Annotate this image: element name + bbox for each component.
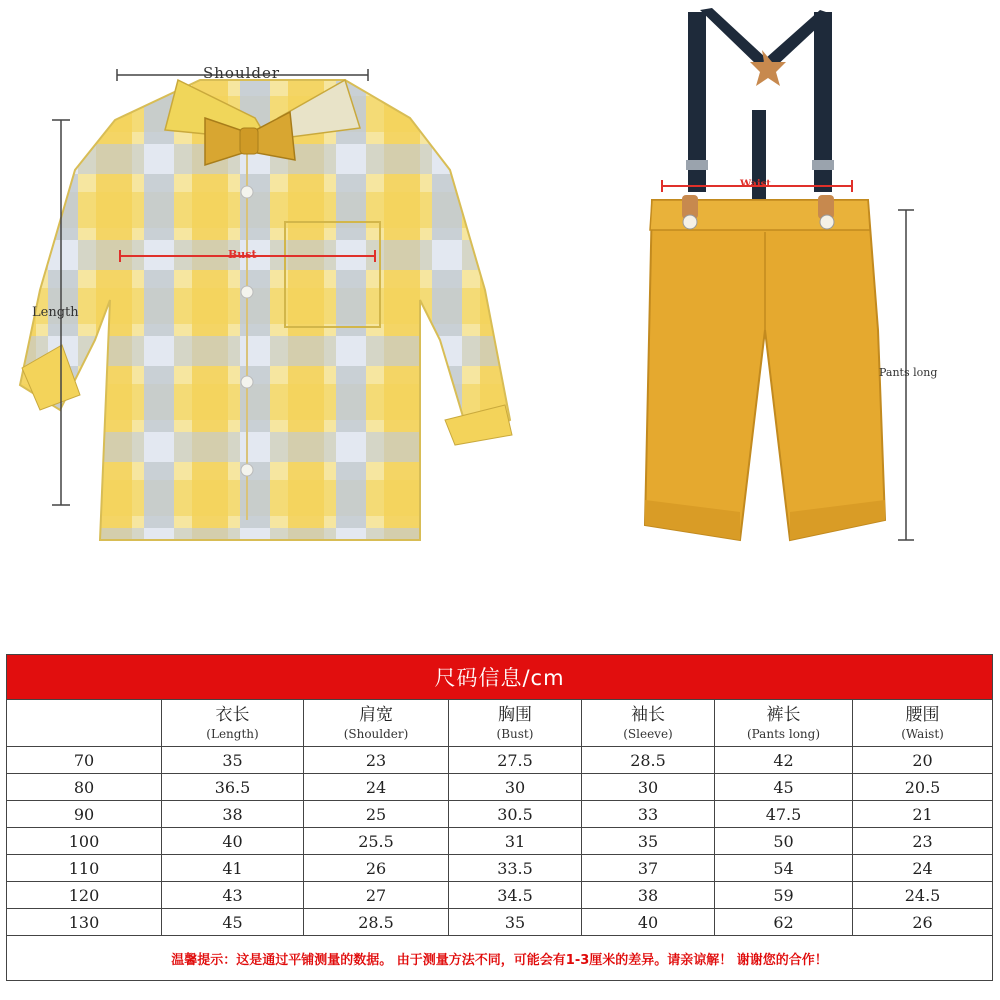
header-label-en: (Bust) bbox=[496, 727, 534, 741]
shirt-graphic bbox=[20, 80, 512, 540]
header-waist bbox=[853, 700, 993, 747]
waist-label: Waist bbox=[740, 179, 771, 190]
header-label-en: (Waist) bbox=[901, 727, 944, 741]
table-row bbox=[7, 801, 993, 828]
table-cell: 26 bbox=[853, 909, 993, 936]
header-bust bbox=[449, 700, 582, 747]
table-row bbox=[7, 774, 993, 801]
table-cell: 30 bbox=[582, 774, 715, 801]
table-cell: 28.5 bbox=[582, 747, 715, 774]
table-row bbox=[7, 882, 993, 909]
size-cell: 90 bbox=[7, 801, 162, 828]
header-label-en: (Shoulder) bbox=[343, 727, 409, 741]
header-sleeve bbox=[582, 700, 715, 747]
table-cell: 25.5 bbox=[304, 828, 449, 855]
table-cell: 45 bbox=[715, 774, 853, 801]
table-cell: 47.5 bbox=[715, 801, 853, 828]
header-label-en: (Sleeve) bbox=[623, 727, 673, 741]
table-cell: 34.5 bbox=[449, 882, 582, 909]
table-cell: 40 bbox=[162, 828, 304, 855]
header-label-cn: 衣长 bbox=[215, 705, 250, 725]
size-chart-table bbox=[6, 654, 993, 981]
table-row bbox=[7, 828, 993, 855]
table-cell: 24 bbox=[853, 855, 993, 882]
table-cell: 20.5 bbox=[853, 774, 993, 801]
table-cell: 40 bbox=[582, 909, 715, 936]
shoulder-label: Shoulder bbox=[203, 64, 281, 82]
table-cell: 43 bbox=[162, 882, 304, 909]
table-cell: 31 bbox=[449, 828, 582, 855]
table-cell: 24 bbox=[304, 774, 449, 801]
pants-graphic bbox=[645, 195, 885, 540]
header-size-cell bbox=[7, 700, 162, 747]
table-cell: 35 bbox=[582, 828, 715, 855]
table-row bbox=[7, 747, 993, 774]
header-shoulder bbox=[304, 700, 449, 747]
table-cell: 27 bbox=[304, 882, 449, 909]
table-cell: 59 bbox=[715, 882, 853, 909]
table-row bbox=[7, 855, 993, 882]
bust-label: Bust bbox=[228, 248, 257, 261]
size-cell: 110 bbox=[7, 855, 162, 882]
pants-long-label: Pants long bbox=[879, 366, 938, 379]
table-cell: 26 bbox=[304, 855, 449, 882]
header-label-cn: 肩宽 bbox=[359, 705, 393, 725]
header-row bbox=[7, 700, 993, 747]
table-cell: 27.5 bbox=[449, 747, 582, 774]
table-cell: 24.5 bbox=[853, 882, 993, 909]
table-cell: 38 bbox=[162, 801, 304, 828]
size-cell: 120 bbox=[7, 882, 162, 909]
table-cell: 33.5 bbox=[449, 855, 582, 882]
table-cell: 35 bbox=[449, 909, 582, 936]
size-cell: 130 bbox=[7, 909, 162, 936]
header-label-cn: 袖长 bbox=[631, 705, 665, 725]
table-cell: 37 bbox=[582, 855, 715, 882]
length-label: Length bbox=[32, 305, 79, 320]
table-cell: 20 bbox=[853, 747, 993, 774]
table-cell: 30.5 bbox=[449, 801, 582, 828]
header-label-en: (Pants long) bbox=[746, 727, 821, 741]
header-length bbox=[162, 700, 304, 747]
table-cell: 54 bbox=[715, 855, 853, 882]
table-cell: 62 bbox=[715, 909, 853, 936]
suspenders-graphic bbox=[686, 8, 834, 200]
table-cell: 42 bbox=[715, 747, 853, 774]
table-cell: 45 bbox=[162, 909, 304, 936]
size-cell: 70 bbox=[7, 747, 162, 774]
table-cell: 21 bbox=[853, 801, 993, 828]
size-cell: 100 bbox=[7, 828, 162, 855]
table-cell: 36.5 bbox=[162, 774, 304, 801]
table-cell: 50 bbox=[715, 828, 853, 855]
header-label-cn: 腰围 bbox=[905, 705, 940, 725]
table-row bbox=[7, 909, 993, 936]
table-cell: 38 bbox=[582, 882, 715, 909]
header-pants-long bbox=[715, 700, 853, 747]
size-cell: 80 bbox=[7, 774, 162, 801]
table-cell: 35 bbox=[162, 747, 304, 774]
table-cell: 28.5 bbox=[304, 909, 449, 936]
header-label-en: (Length) bbox=[206, 727, 259, 741]
table-cell: 41 bbox=[162, 855, 304, 882]
table-cell: 30 bbox=[449, 774, 582, 801]
header-label-cn: 胸围 bbox=[498, 705, 532, 725]
table-cell: 23 bbox=[304, 747, 449, 774]
table-cell: 25 bbox=[304, 801, 449, 828]
table-cell: 23 bbox=[853, 828, 993, 855]
header-label-cn: 裤长 bbox=[766, 705, 801, 725]
measurement-note: 温馨提示：这是通过平铺测量的数据。 由于测量方法不同，可能会有1-3厘米的差异。请亲谅解！ 谢谢您的合作！ bbox=[7, 936, 993, 981]
size-chart-title: 尺码信息/cm bbox=[7, 655, 993, 700]
table-cell: 33 bbox=[582, 801, 715, 828]
